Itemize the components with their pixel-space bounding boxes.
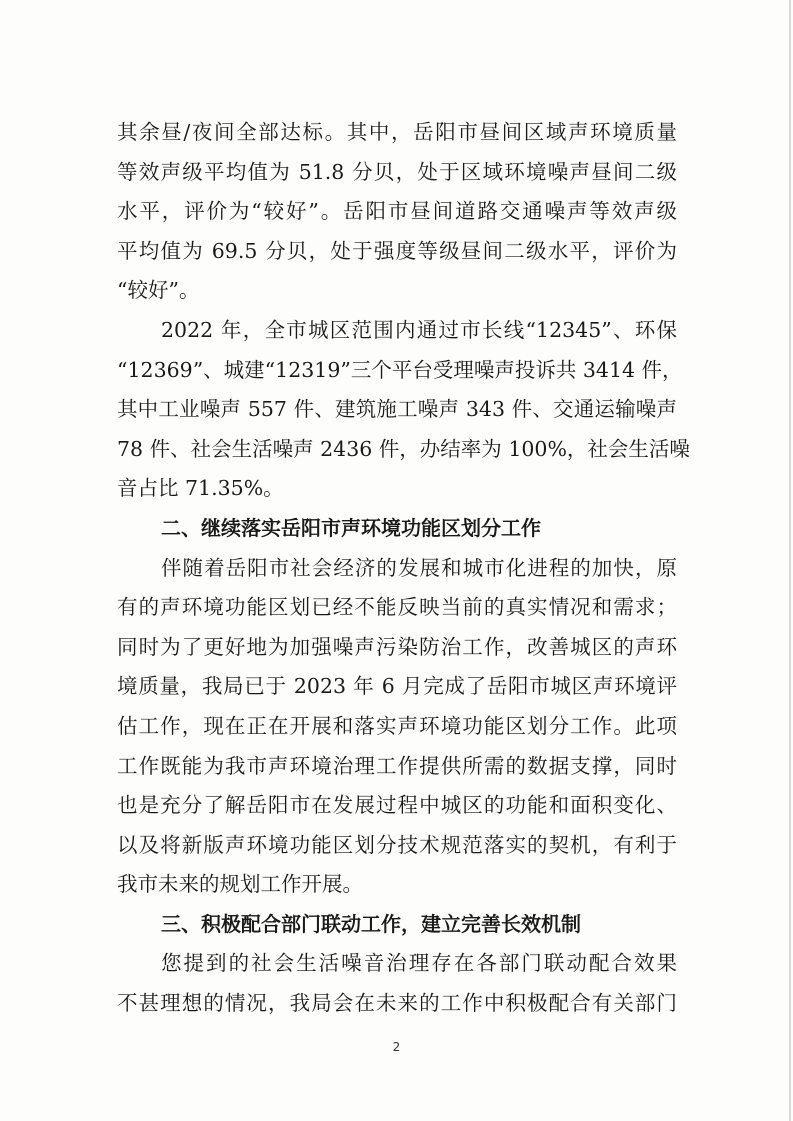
text-line: 78 件、社会生活噪声 2436 件，办结率为 100%，社会生活噪 — [117, 436, 690, 461]
page-number: 2 — [392, 1040, 401, 1054]
text-line: “12369”、城建“12319”三个平台受理噪声投诉共 3414 件， — [117, 357, 683, 382]
text-line: 其中工业噪声 557 件、建筑施工噪声 343 件、交通运输噪声 — [117, 397, 677, 422]
section-heading: 二、继续落实岳阳市声环境功能区划分工作 — [161, 515, 541, 540]
paragraph-start-line: 您提到的社会生活噪音治理存在各部门联动配合效果 — [161, 951, 677, 976]
text-line: 估工作，现在正在开展和落实声环境功能区划分工作。此项 — [117, 713, 677, 738]
text-line: 境质量，我局已于 2023 年 6 月完成了岳阳市城区声环境评 — [117, 674, 677, 699]
text-line: 也是充分了解岳阳市在发展过程中城区的功能和面积变化、 — [117, 793, 677, 818]
text-line: 不甚理想的情况，我局会在未来的工作中积极配合有关部门 — [117, 991, 677, 1016]
scan-edge-divider — [789, 0, 791, 1121]
paragraph-start-line: 2022 年，全市城区范围内通过市长线“12345”、环保 — [161, 317, 677, 342]
text-line: 水平，评价为“较好”。岳阳市昼间道路交通噪声等效声级 — [117, 199, 677, 224]
text-line: 同时为了更好地为加强噪声污染防治工作，改善城区的声环 — [117, 634, 677, 659]
text-line: “较好”。 — [117, 278, 200, 303]
text-line: 音占比 71.35%。 — [117, 476, 284, 501]
text-line: 有的声环境功能区划已经不能反映当前的真实情况和需求； — [117, 595, 677, 620]
text-line: 以及将新版声环境功能区划分技术规范落实的契机，有利于 — [117, 832, 677, 857]
paragraph-start-line: 伴随着岳阳市社会经济的发展和城市化进程的加快，原 — [161, 555, 677, 580]
text-line: 等效声级平均值为 51.8 分贝，处于区域环境噪声昼间二级 — [117, 159, 677, 184]
section-heading: 三、积极配合部门联动工作，建立完善长效机制 — [161, 911, 581, 936]
text-line: 工作既能为我市声环境治理工作提供所需的数据支撑，同时 — [117, 753, 677, 778]
text-line: 其余昼/夜间全部达标。其中，岳阳市昼间区域声环境质量 — [117, 120, 677, 144]
text-line: 我市未来的规划工作开展。 — [117, 872, 363, 897]
text-line: 平均值为 69.5 分贝，处于强度等级昼间二级水平，评价为 — [117, 238, 677, 263]
document-body — [117, 113, 690, 1024]
